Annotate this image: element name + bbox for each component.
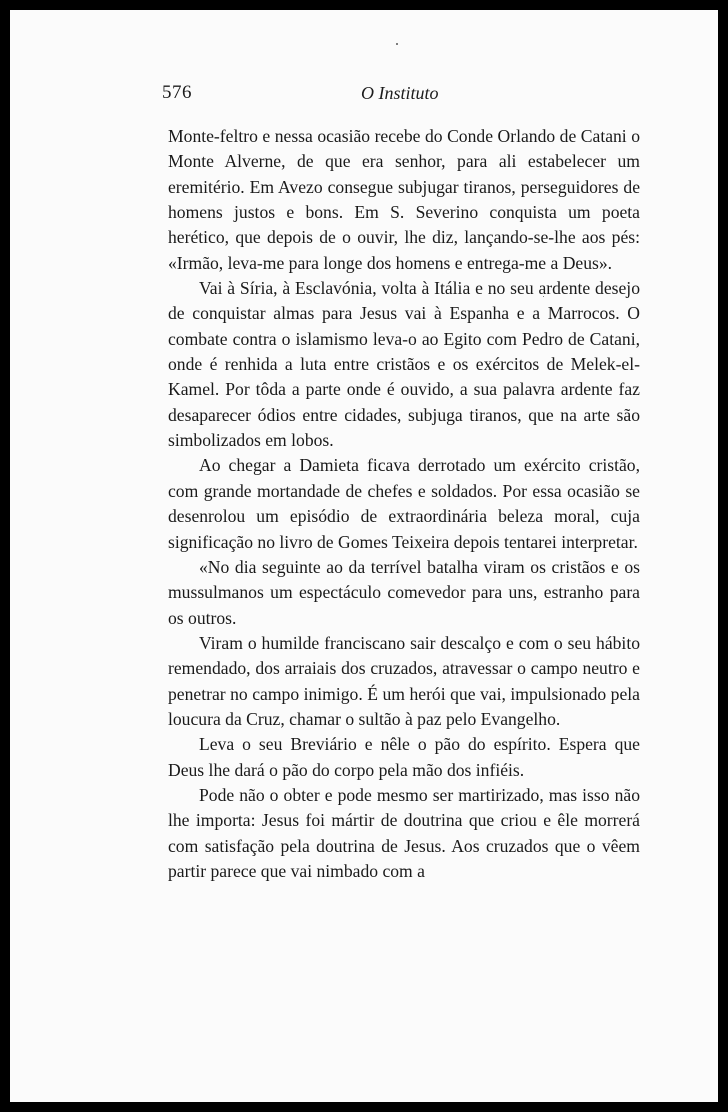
paragraph: Viram o humilde franciscano sair descalço e com o seu hábito remendado, dos arraiais dos cruzados, atravessar o campo neutro e penetrar no campo inimigo. É um herói que vai, impulsionado pela loucura da Cruz, chamar o sultão à paz pelo Evangelho. (168, 632, 640, 729)
paragraph: Ao chegar a Damieta ficava derrotado um exército cristão, com grande mortandade de chefes e soldados. Por essa ocasião se desenrolou um episódio de extraordinária beleza moral, cuja significação no livro de Gomes Teixeira depois tentarei interpretar. (168, 455, 640, 552)
running-title: O Instituto (361, 83, 439, 103)
paragraph: Vai à Síria, à Esclavónia, volta à Itália e no seu ardente desejo de conquistar almas para Jesus vai à Espanha e a Marrocos. O combate contra o islamismo leva-o ao Egito com Pedro de Catani, onde é renhida a luta entre cristãos e os exércitos de Melek-el-Kamel. Por tôda a parte onde é ouvido, a sua palavra ardente faz desaparecer ódios entre cidades, subjuga tiranos, que na arte são simbolizados em lobos. (168, 278, 640, 451)
paragraph: «No dia seguinte ao da terrível batalha viram os cristãos e os mussulmanos um espectáculo comevedor para uns, estranho para os outros. (168, 556, 640, 628)
paragraph: Leva o seu Breviário e nêle o pão do espírito. Espera que Deus lhe dará o pão do corpo pela mão dos infiéis. (168, 734, 640, 780)
paragraph: Monte-feltro e nessa ocasião recebe do Conde Orlando de Catani o Monte Alverne, de que era senhor, para ali estabelecer um eremitério. Em Avezo consegue subjugar tiranos, perseguidores de homens justos e bons. Em S. Severino conquista um poeta herético, que depois de o ouvir, lhe diz, lançando-se-lhe aos pés: «Irmão, leva-me para longe dos homens e entrega-me a Deus». (168, 126, 640, 273)
paragraph: Pode não o obter e pode mesmo ser martirizado, mas isso não lhe importa: Jesus foi mártir de doutrina que criou e êle morrerá com satisfação pela doutrina de Jesus. Aos cruzados que o vêem partir parece que vai nimbado com a (168, 784, 640, 881)
body-text (168, 124, 640, 884)
page-header (162, 82, 640, 112)
paper-speck (396, 43, 398, 45)
page-number: 576 (162, 82, 192, 103)
